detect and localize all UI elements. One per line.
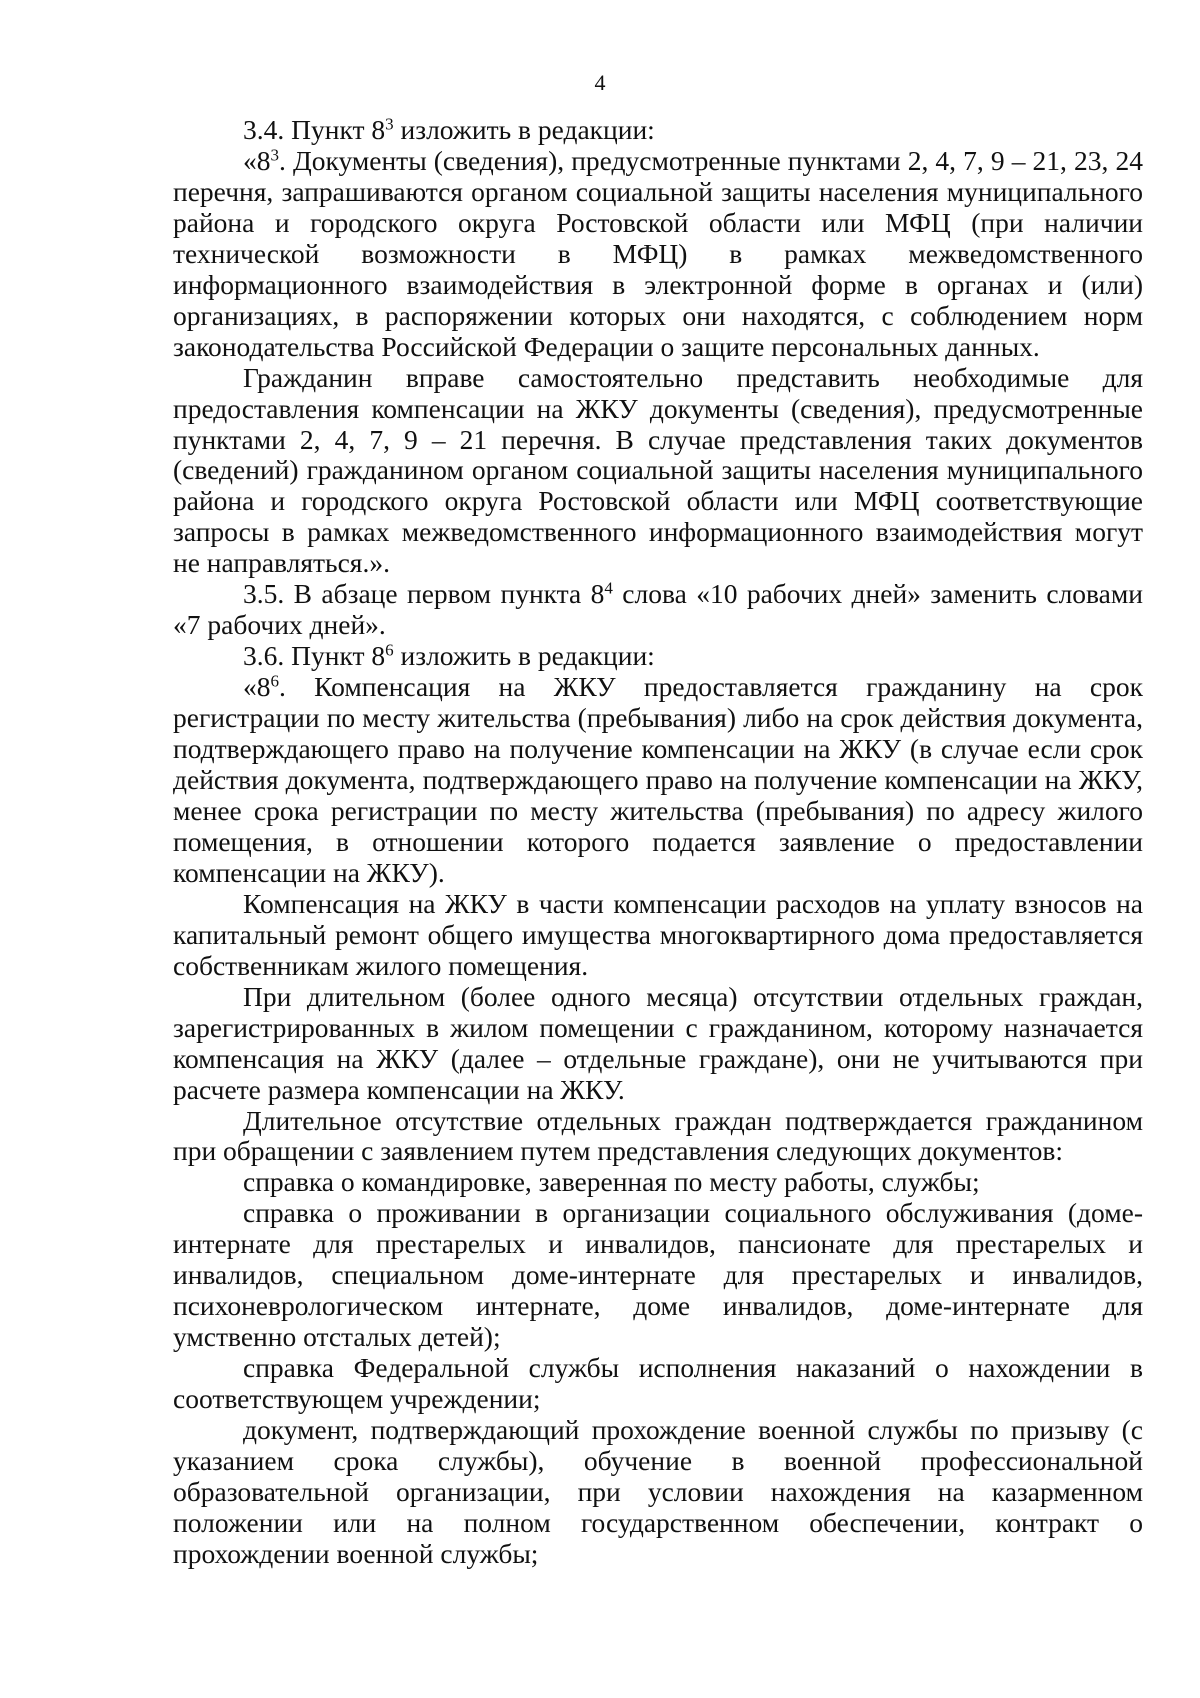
superscript: 4 bbox=[604, 578, 613, 598]
paragraph bbox=[173, 889, 1143, 982]
text-segment: 3.5. В абзаце первом пункта 8 bbox=[243, 578, 605, 610]
paragraph bbox=[173, 1167, 1143, 1198]
text-segment: справка Федеральной службы исполнения наказаний о нахождении в соответствующем учреждении; bbox=[173, 1352, 1143, 1415]
paragraph bbox=[173, 115, 1143, 146]
text-segment: «8 bbox=[243, 144, 271, 176]
paragraph bbox=[173, 363, 1143, 580]
paragraph bbox=[173, 1106, 1143, 1168]
superscript: 3 bbox=[270, 145, 280, 165]
paragraph bbox=[173, 641, 1143, 672]
text-segment: . Документы (сведения), предусмотренные пунктами 2, 4, 7, 9 – 21, 23, 24 перечня, запрашиваются органом социальной защиты населения муниципального района и городского округа Ростовской области или МФЦ (при наличии технической возможности в МФЦ) в рамках межведомственного информационного взаимодействия в электронной форме в органах и (или) организациях, в распоряжении которых они находятся, с соблюдением норм законодательства Российской Федерации о защите персональных данных. bbox=[173, 144, 1143, 362]
paragraph bbox=[173, 146, 1143, 363]
text-segment: изложить в редакции: bbox=[393, 114, 655, 145]
paragraph bbox=[173, 1353, 1143, 1415]
text-segment: справка о командировке, заверенная по месту работы, службы; bbox=[243, 1166, 980, 1198]
page-number: 4 bbox=[594, 70, 606, 95]
superscript: 3 bbox=[385, 114, 394, 134]
paragraph bbox=[173, 672, 1143, 889]
text-segment: 3.6. Пункт 8 bbox=[243, 640, 386, 672]
text-segment: справка о проживании в организации социального обслуживания (доме-интернате для престарелых и инвалидов, пансионате для престарелых и инвалидов, специальном доме-интернате для престарелых и инвалидов, психоневрологическом интернате, доме инвалидов, доме-интернате для умственно отсталых детей); bbox=[173, 1197, 1143, 1353]
text-segment: 3.4. Пункт 8 bbox=[243, 114, 386, 145]
superscript: 6 bbox=[385, 640, 394, 660]
text-segment: изложить в редакции: bbox=[393, 640, 655, 672]
superscript: 6 bbox=[270, 671, 280, 691]
text-segment: документ, подтверждающий прохождение военной службы по призыву (с указанием срока службы), обучение в военной профессиональной образовательной организации, при условии нахождения на казарменном положении или на полном государственном обеспечении, контракт о прохождении военной службы; bbox=[173, 1414, 1143, 1569]
paragraph bbox=[173, 1198, 1143, 1353]
paragraph bbox=[173, 1415, 1143, 1570]
paragraph bbox=[173, 579, 1143, 641]
document-body bbox=[173, 115, 1143, 1570]
text-segment: Длительное отсутствие отдельных граждан подтверждается гражданином при обращении с заявлением путем представления следующих документов: bbox=[173, 1104, 1143, 1167]
paragraph bbox=[173, 982, 1143, 1106]
text-segment: Компенсация на ЖКУ в части компенсации расходов на уплату взносов на капитальный ремонт общего имущества многоквартирного дома предоставляется собственникам жилого помещения. bbox=[173, 887, 1143, 981]
text-segment: «8 bbox=[243, 671, 271, 703]
text-segment: При длительном (более одного месяца) отсутствии отдельных граждан, зарегистрированных в жилом помещении с гражданином, которому назначается компенсация на ЖКУ (далее – отдельные граждане), они не учитываются при расчете размера компенсации на ЖКУ. bbox=[173, 980, 1143, 1105]
text-segment: Гражданин вправе самостоятельно представить необходимые для предоставления компенсации на ЖКУ документы (сведения), предусмотренные пунктами 2, 4, 7, 9 – 21 перечня. В случае представления таких документов (сведений) гражданином органом социальной защиты населения муниципального района и городского округа Ростовской области или МФЦ соответствующие запросы в рамках межведомственного информационного взаимодействия могут не направляться.». bbox=[173, 361, 1143, 579]
text-segment: слова «10 рабочих дней» заменить словами «7 рабочих дней». bbox=[173, 578, 1144, 641]
text-segment: . Компенсация на ЖКУ предоставляется гражданину на срок регистрации по месту жительства (пребывания) либо на срок действия документа, подтверждающего право на получение компенсации на ЖКУ (в случае если срок действия документа, подтверждающего право на получение компенсации на ЖКУ, менее срока регистрации по месту жительства (пребывания) по адресу жилого помещения, в отношении которого подается заявление о предоставлении компенсации на ЖКУ). bbox=[173, 671, 1143, 888]
